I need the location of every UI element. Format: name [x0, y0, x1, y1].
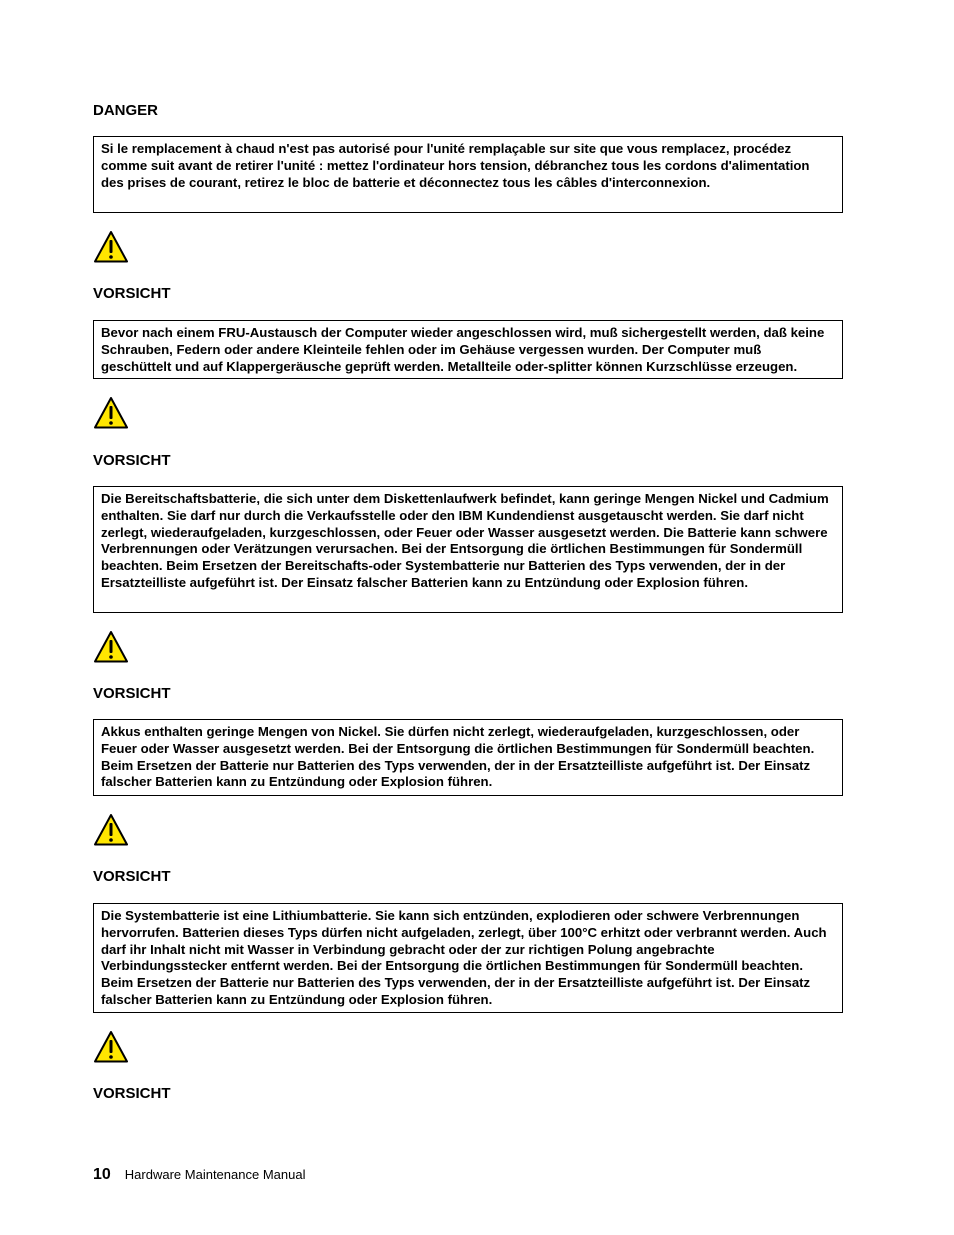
warning-triangle-icon — [93, 230, 129, 264]
notice-text: Akkus enthalten geringe Mengen von Nickel. Sie dürfen nicht zerlegt, wiederaufgeladen, kurzgeschlossen, oder Feuer oder Wasser ausgesetzt werden. Bei der Entsorgung die örtlichen Bestimmungen für Sondermüll beachten. Beim Ersetzen der Batterie nur Batterien des Typs verwenden, der in der Ersatzteilliste aufgeführt ist. Der Einsatz falscher Batterien kann zu Entzündung oder Explosion führen. — [101, 724, 815, 790]
warning-triangle-icon — [93, 813, 129, 847]
notice-text: Die Bereitschaftsbatterie, die sich unter dem Diskettenlaufwerk befindet, kann geringe Mengen Nickel und Cadmium enthalten. Sie darf nur durch die Verkaufsstelle oder den IBM Kundendienst ausgetauscht werden. Sie darf nicht zerlegt, wiederaufgeladen, kurzgeschlossen, oder Feuer oder Wasser ausgesetzt werden. Die Batterie kann schwere Verbrennungen oder Verätzungen verursachen. Bei der Entsorgung die örtlichen Bestimmungen für Sondermüll beachten. Beim Ersetzen der Bereitschafts-oder Systembatterie nur Batterien des Typs verwenden, der in der Ersatzteilliste aufgeführt ist. Der Einsatz falscher Batterien kann zu Entzündung oder Explosion führen. — [101, 491, 829, 590]
manual-title: Hardware Maintenance Manual — [124, 1167, 306, 1182]
warning-triangle-icon — [93, 396, 129, 430]
notice-text: Die Systembatterie ist eine Lithiumbatterie. Sie kann sich entzünden, explodieren oder schwere Verbrennungen hervorrufen. Batterien dieses Typs dürfen nicht aufgeladen, zerlegt, über 100°C erhitzt oder verbrannt werden. Auch darf ihr Inhalt nicht mit Wasser in Verbindung gebracht oder der zur richtigen Polung angebrachte Verbindungsstecker entfernt werden. Bei der Entsorgung die örtlichen Bestimmungen für Sondermüll beachten. Beim Ersetzen der Batterie nur Batterien des Typs verwenden, der in der Ersatzteilliste aufgeführt ist. Der Einsatz falscher Batterien kann zu Entzündung oder Explosion führen. — [101, 908, 827, 1007]
page-number: 10 — [93, 1166, 111, 1183]
warning-triangle-icon — [93, 1030, 129, 1064]
notice-text: Si le remplacement à chaud n'est pas autorisé pour l'unité remplaçable sur site que vous remplacez, procédez comme suit avant de retirer l'unité : mettez l'ordinateur hors tension, débranchez tous les cordons d'alimentation des prises de courant, retirez le bloc de batterie et déconnectez tous les câbles d'interconnexion. — [101, 141, 810, 190]
notice-heading-vorsicht: VORSICHT — [93, 1085, 171, 1102]
notice-box-danger — [93, 136, 843, 213]
notice-box-vorsicht — [93, 320, 843, 379]
notice-box-vorsicht — [93, 719, 843, 796]
notice-box-vorsicht — [93, 903, 843, 1013]
notice-heading-vorsicht: VORSICHT — [93, 285, 171, 302]
notice-text: Bevor nach einem FRU-Austausch der Computer wieder angeschlossen wird, muß sichergestellt werden, daß keine Schrauben, Federn oder andere Kleinteile fehlen oder im Gehäuse vergessen wurden. Der Computer muß geschüttelt und auf Klappergeräusche geprüft werden. Metallteile oder-splitter können Kurzschlüsse erzeugen. — [101, 325, 825, 374]
notice-heading-vorsicht: VORSICHT — [93, 685, 171, 702]
notice-heading-danger: DANGER — [93, 102, 159, 119]
warning-triangle-icon — [93, 630, 129, 664]
notice-box-vorsicht — [93, 486, 843, 613]
page-footer — [93, 1166, 305, 1184]
notice-heading-vorsicht: VORSICHT — [93, 868, 171, 885]
notice-heading-vorsicht: VORSICHT — [93, 452, 171, 469]
